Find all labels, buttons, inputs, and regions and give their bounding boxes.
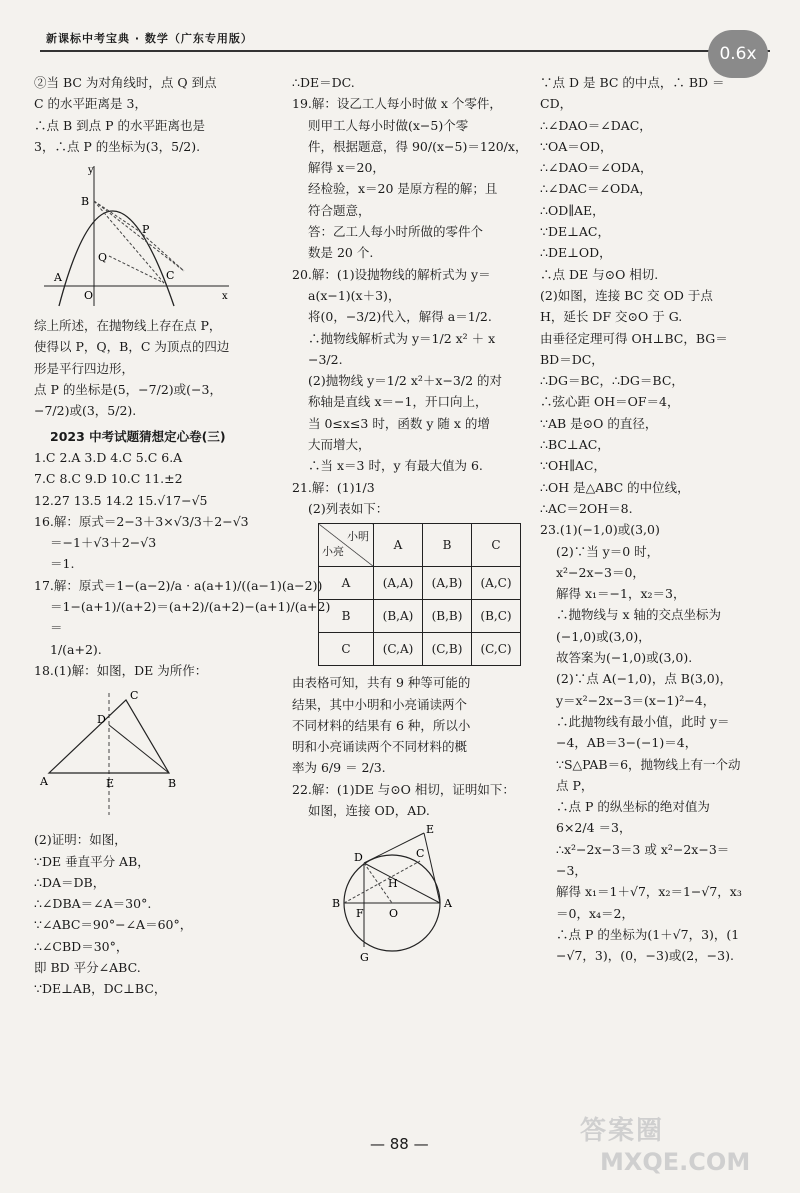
fig3-label: C: [416, 847, 425, 861]
running-header: 新课标中考宝典 · 数学（广东专用版）: [46, 32, 253, 45]
text-line: ∵OA＝OD，: [540, 138, 613, 154]
text-line: ∵DE⊥AC，: [540, 224, 610, 240]
text-line: ∴∠DBA＝∠A＝30°.: [34, 896, 152, 912]
probability-table: [318, 523, 521, 666]
text-line: y＝x²−2x−3＝(x−1)²−4，: [556, 692, 716, 708]
text-line: BD＝DC，: [540, 351, 604, 367]
text-line: ∴DA＝DB，: [34, 874, 106, 890]
text-line: ∵DE 垂直平分 AB，: [34, 853, 150, 869]
fig3-label: B: [332, 897, 341, 911]
text-line: ∴OH 是△ABC 的中位线，: [540, 479, 690, 495]
text-line: 称轴是直线 x＝−1，开口向上，: [308, 394, 488, 410]
q18-proof: [34, 829, 274, 999]
text-line: (2)列表如下：: [308, 500, 389, 516]
text-line: −3，: [556, 862, 587, 878]
text-line: 解得 x₁＝1＋√7，x₂＝1−√7，x₃: [556, 884, 742, 900]
col-header: B: [423, 524, 472, 567]
fig3-label: H: [388, 877, 398, 891]
page-number: — 88 —: [370, 1135, 429, 1153]
text-line: 6×2/4 ＝3，: [556, 820, 632, 836]
text-line: CD，: [540, 96, 573, 112]
fig2-label: D: [97, 713, 106, 727]
text-line: 3，∴点 P 的坐标为(3，5/2).: [34, 138, 201, 154]
text-block: [540, 72, 770, 519]
fig2-label: B: [168, 777, 177, 791]
text-line: ∴弦心距 OH＝OF＝4，: [540, 394, 680, 410]
corner-top: 小明: [347, 530, 369, 544]
text-line: 1.C 2.A 3.D 4.C 5.C 6.A: [34, 449, 183, 465]
text-line: ＝0，x₄＝2，: [556, 905, 634, 921]
text-line: ∴DG＝BC，∴DG＝BC，: [540, 373, 684, 389]
text-line: ∵∠ABC＝90°−∠A＝60°，: [34, 917, 193, 933]
text-line: C 的水平距离是 3，: [34, 96, 147, 112]
text-line: (−1,0)或(3,0)，: [556, 628, 651, 644]
column-3: [540, 72, 770, 966]
text-line: ∴∠DAC＝∠ODA，: [540, 181, 652, 197]
text-line: ∵S△PAB＝6，抛物线上有一个动: [556, 756, 741, 772]
fig1-label: O: [84, 289, 94, 303]
table-cell: (A,C): [472, 567, 521, 600]
fig2-label: C: [130, 689, 139, 703]
text-line: 21.解：(1)1/3: [292, 479, 375, 495]
text-line: (2)抛物线 y＝1/2 x²＋x−3/2 的对: [308, 373, 503, 389]
header-rule: [40, 50, 770, 52]
text-line: 12.27 13.5 14.2 15.√17−√5: [34, 492, 208, 508]
row-header: C: [319, 633, 374, 666]
table-cell: (C,C): [472, 633, 521, 666]
fig1-label: y: [88, 165, 94, 177]
text-line: (2)证明：如图，: [34, 832, 127, 848]
text-line: −7/2)或(3，5/2).: [34, 403, 137, 419]
text-line: 22.解：(1)DE 与⊙O 相切，证明如下：: [292, 781, 515, 797]
text-line: 明和小亮诵读两个不同材料的概: [292, 739, 468, 755]
watermark-url: MXQE.COM: [600, 1148, 751, 1176]
text-line: ∴BC⊥AC，: [540, 437, 610, 453]
text-line: (2)∵当 y＝0 时，: [556, 543, 660, 559]
text-line: ∴DE＝DC.: [292, 75, 355, 90]
text-line: 使得以 P，Q，B，C 为顶点的四边: [34, 339, 230, 355]
text-line: 形是平行四边形，: [34, 360, 135, 376]
q21-conclusion: [292, 672, 522, 778]
q23: [540, 519, 770, 966]
text-line: ＝: [50, 620, 63, 636]
q21: [292, 477, 522, 520]
q18-heading: 18.(1)解：如图，DE 为所作：: [34, 662, 208, 678]
table-cell: (B,C): [472, 600, 521, 633]
fig1-label: B: [81, 195, 90, 209]
parabola-figure: [34, 161, 234, 311]
text-line: ∵AB 是⊙O 的直径，: [540, 415, 658, 431]
text-line: 解得 x₁＝−1，x₂＝3，: [556, 586, 686, 602]
text-line: (2)∵点 A(−1,0)，点 B(3,0)，: [556, 671, 733, 687]
text-line: 综上所述，在抛物线上存在点 P，: [34, 318, 222, 334]
q22: [292, 779, 522, 822]
text-line: 数是 20 个.: [308, 245, 374, 261]
text-line: 17.解：原式＝1−(a−2)/a · a(a+1)/((a−1)(a−2)): [34, 577, 323, 593]
text-line: 当 0≤x≤3 时，函数 y 随 x 的增: [308, 415, 490, 431]
text-line: 故答案为(−1,0)或(3,0).: [556, 650, 693, 666]
text-line: 1/(a+2).: [50, 641, 102, 657]
text-line: −3/2.: [308, 351, 343, 367]
table-cell: (C,A): [374, 633, 423, 666]
table-cell: (A,A): [374, 567, 423, 600]
q20: [292, 264, 522, 477]
text-line: ∴∠CBD＝30°，: [34, 938, 129, 954]
q17: [34, 575, 331, 660]
triangle-figure: [34, 685, 254, 825]
text-line: 大而增大，: [308, 437, 371, 453]
text-line: ∴点 DE 与⊙O 相切.: [540, 266, 659, 282]
text-block: [292, 72, 522, 93]
text-line: 经检验，x＝20 是原方程的解；且: [308, 181, 498, 197]
text-line: 16.解：原式＝2−3＋3×√3/3＋2−√3: [34, 513, 249, 529]
text-line: ＝−1＋√3＋2−√3: [50, 535, 157, 551]
fig3-label: A: [444, 897, 452, 911]
col-header: A: [374, 524, 423, 567]
fig1-label: A: [54, 271, 62, 285]
fig1-label: Q: [98, 251, 108, 265]
table-row: [319, 633, 521, 666]
text-line: ∴点 B 到点 P 的水平距离也是: [34, 117, 205, 133]
text-line: ∵点 D 是 BC 的中点，∴ BD ＝: [540, 75, 725, 90]
text-line: 20.解：(1)设抛物线的解析式为 y＝: [292, 266, 491, 282]
col-header: C: [472, 524, 521, 567]
text-line: ∴点 P 的坐标为(1＋√7，3)，(1: [556, 926, 740, 942]
table-cell: (B,A): [374, 600, 423, 633]
text-line: 如图，连接 OD，AD.: [308, 803, 430, 819]
table-cell: (A,B): [423, 567, 472, 600]
circle-figure: [292, 825, 492, 965]
text-line: 即 BD 平分∠ABC.: [34, 960, 141, 976]
text-line: 率为 6/9 ＝ 2/3.: [292, 760, 386, 776]
row-header: A: [319, 567, 374, 600]
text-line: 符合题意，: [308, 202, 371, 218]
text-line: −√7，3)，(0，−3)或(2，−3).: [556, 948, 734, 964]
text-line: −4，AB＝3−(−1)＝4，: [556, 735, 698, 751]
fig3-label: E: [426, 825, 435, 837]
text-line: 结果，其中小明和小亮诵读两个: [292, 696, 468, 712]
text-line: 则甲工人每小时做(x−5)个零: [308, 117, 469, 133]
text-line: 不同材料的结果有 6 种，所以小: [292, 717, 471, 733]
text-line: ②当 BC 为对角线时，点 Q 到点: [34, 75, 217, 90]
text-line: ∵OH∥AC，: [540, 458, 606, 474]
text-line: 19.解：设乙工人每小时做 x 个零件，: [292, 96, 502, 112]
column-2: [292, 72, 528, 969]
table-cell: (C,B): [423, 633, 472, 666]
zoom-badge[interactable]: 0.6x: [708, 30, 768, 78]
text-line: ∴DE⊥OD，: [540, 245, 612, 261]
corner-bottom: 小亮: [322, 544, 344, 558]
text-line: ∴OD∥AE，: [540, 202, 605, 218]
table-row: [319, 567, 521, 600]
fig1-label: x: [222, 291, 228, 303]
q19: [292, 93, 528, 263]
text-line: x²−2x−3＝0，: [556, 564, 645, 580]
text-line: (2)如图，连接 BC 交 OD 于点: [540, 287, 713, 303]
text-line: ＝1−(a+1)/(a+2)＝(a+2)/(a+2)−(a+1)/(a+2): [50, 599, 331, 615]
text-line: ＝1.: [50, 556, 75, 572]
watermark-logo: 答案圈: [580, 1116, 665, 1146]
text-line: a(x−1)(x＋3)，: [308, 287, 401, 303]
text-line: H，延长 DF 交⊙O 于 G.: [540, 309, 683, 325]
text-line: ∴此抛物线有最小值，此时 y＝: [556, 713, 730, 729]
text-line: 解得 x＝20，: [308, 160, 385, 176]
table-corner: [319, 524, 374, 567]
text-line: ∴AC＝2OH＝8.: [540, 500, 633, 516]
text-block: [34, 72, 274, 157]
fig3-label: F: [356, 907, 364, 921]
row-header: B: [319, 600, 374, 633]
table-cell: (B,B): [423, 600, 472, 633]
fig1-label: C: [166, 269, 175, 283]
text-line: 点 P，: [556, 777, 594, 793]
fig3-label: O: [389, 907, 399, 921]
text-line: ∴抛物线解析式为 y＝1/2 x² ＋ x: [308, 330, 496, 346]
text-line: 7.C 8.C 9.D 10.C 11.±2: [34, 471, 183, 487]
fig3-label: D: [354, 851, 363, 865]
text-line: ∴x²−2x−3＝3 或 x²−2x−3＝: [556, 841, 730, 857]
text-line: ∴∠DAO＝∠ODA，: [540, 160, 653, 176]
text-line: ∴点 P 的纵坐标的绝对值为: [556, 799, 710, 815]
table-row: [319, 600, 521, 633]
fig2-label: A: [40, 775, 48, 789]
q16: [34, 511, 274, 575]
text-line: 将(0，−3/2)代入，解得 a＝1/2.: [308, 309, 492, 325]
section-title: 2023 中考试题猜想定心卷(三): [50, 428, 226, 444]
text-line: ∴抛物线与 x 轴的交点坐标为: [556, 607, 721, 623]
text-line: 点 P 的坐标是(5，−7/2)或(−3，: [34, 382, 222, 398]
text-line: 件，根据题意，得 90/(x−5)＝120/x，: [308, 138, 528, 154]
text-line: ∵DE⊥AB，DC⊥BC，: [34, 981, 167, 997]
fig2-label: E: [106, 777, 115, 791]
text-line: ∴∠DAO＝∠DAC，: [540, 117, 652, 133]
text-line: 由表格可知，共有 9 种等可能的: [292, 675, 471, 691]
text-line: 23.(1)(−1,0)或(3,0): [540, 522, 660, 538]
fig3-label: G: [360, 951, 369, 965]
text-block: [34, 315, 274, 421]
text-line: ∴当 x＝3 时，y 有最大值为 6.: [308, 458, 483, 474]
answer-list: [34, 447, 274, 511]
text-line: 答：乙工人每小时所做的零件个: [308, 224, 484, 240]
fig1-label: P: [142, 223, 150, 237]
text-line: 由垂径定理可得 OH⊥BC，BG＝: [540, 330, 728, 346]
